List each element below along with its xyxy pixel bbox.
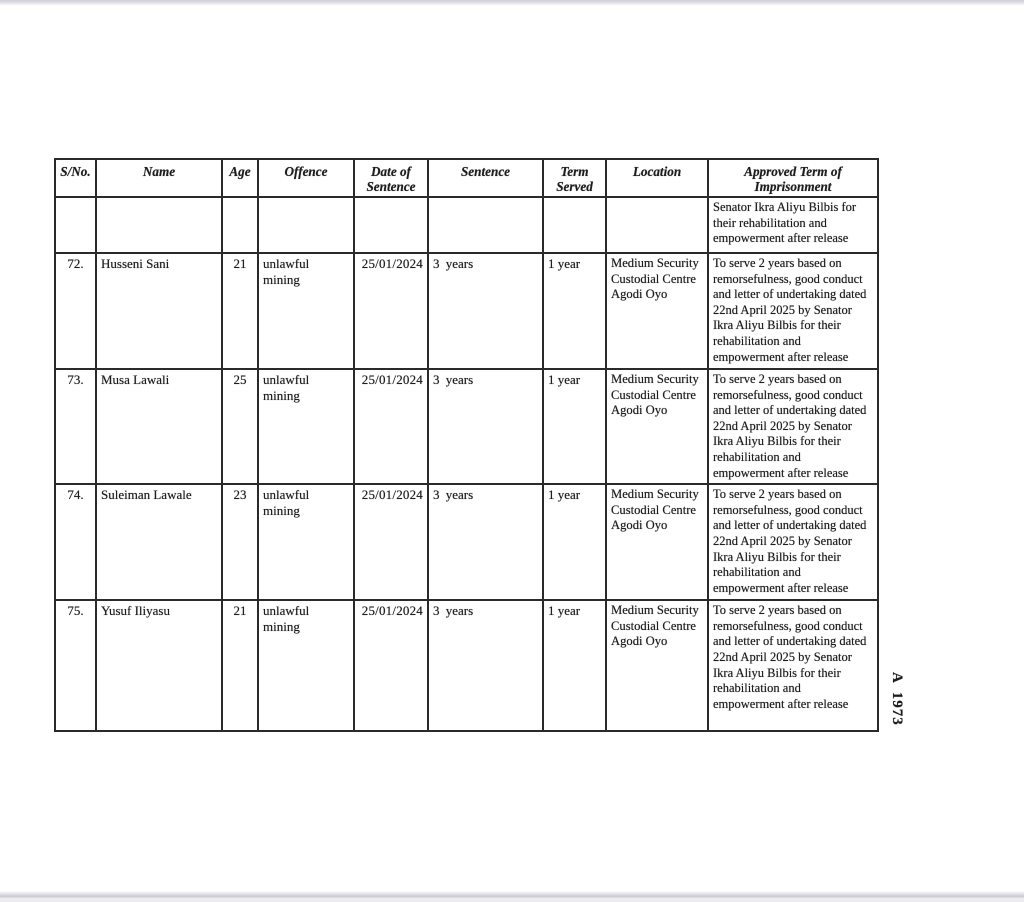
cell-location: Medium Security Custodial Centre Agodi Oyo xyxy=(606,484,708,600)
cell-offence xyxy=(258,197,354,253)
cell-sno: 74. xyxy=(55,484,96,600)
cell-name xyxy=(96,197,222,253)
cell-name: Yusuf Iliyasu xyxy=(96,600,222,731)
cell-sno: 75. xyxy=(55,600,96,731)
cell-location: Medium Security Custodial Centre Agodi Oyo xyxy=(606,600,708,731)
cell-sentence: 3 years xyxy=(428,484,543,600)
cell-name: Husseni Sani xyxy=(96,253,222,369)
scan-edge-bottom xyxy=(0,891,1024,902)
scan-edge-top xyxy=(0,0,1024,6)
cell-sno: 72. xyxy=(55,253,96,369)
header-offence: Offence xyxy=(258,159,354,197)
cell-sno: 73. xyxy=(55,369,96,484)
cell-term-served: 1 year xyxy=(543,600,606,731)
cell-age: 21 xyxy=(222,600,258,731)
cell-offence: unlawful mining xyxy=(258,600,354,731)
cell-location xyxy=(606,197,708,253)
cell-approved-term: To serve 2 years based on remorsefulness, good conduct and letter of undertaking dated 22nd April 2025 by Senator Ikra Aliyu Bilbis for their rehabilitation and empowerment after release xyxy=(708,253,878,369)
cell-age xyxy=(222,197,258,253)
cell-term-served: 1 year xyxy=(543,253,606,369)
header-date-of-sentence: Date of Sentence xyxy=(354,159,428,197)
cell-date-of-sentence: 25/01/2024 xyxy=(354,369,428,484)
table-row-75 xyxy=(55,600,878,731)
page-margin-number: A 1973 xyxy=(889,672,905,726)
cell-approved-term: To serve 2 years based on remorsefulness, good conduct and letter of undertaking dated 22nd April 2025 by Senator Ikra Aliyu Bilbis for their rehabilitation and empowerment after release xyxy=(708,369,878,484)
prisoner-release-table xyxy=(54,158,879,732)
cell-approved-term: Senator Ikra Aliyu Bilbis for their rehabilitation and empowerment after release xyxy=(708,197,878,253)
cell-approved-term: To serve 2 years based on remorsefulness, good conduct and letter of undertaking dated 22nd April 2025 by Senator Ikra Aliyu Bilbis for their rehabilitation and empowerment after release xyxy=(708,484,878,600)
cell-age: 25 xyxy=(222,369,258,484)
cell-location: Medium Security Custodial Centre Agodi Oyo xyxy=(606,369,708,484)
cell-sentence: 3 years xyxy=(428,600,543,731)
header-name: Name xyxy=(96,159,222,197)
table-header-row xyxy=(55,159,878,197)
cell-date-of-sentence: 25/01/2024 xyxy=(354,600,428,731)
cell-date-of-sentence: 25/01/2024 xyxy=(354,484,428,600)
cell-sentence: 3 years xyxy=(428,253,543,369)
cell-name: Suleiman Lawale xyxy=(96,484,222,600)
header-sentence: Sentence xyxy=(428,159,543,197)
header-location: Location xyxy=(606,159,708,197)
table-row-continuation xyxy=(55,197,878,253)
cell-offence: unlawful mining xyxy=(258,369,354,484)
header-age: Age xyxy=(222,159,258,197)
cell-sno xyxy=(55,197,96,253)
header-approved-term: Approved Term of Imprisonment xyxy=(708,159,878,197)
cell-term-served: 1 year xyxy=(543,369,606,484)
cell-date-of-sentence: 25/01/2024 xyxy=(354,253,428,369)
cell-sentence: 3 years xyxy=(428,369,543,484)
table-row-73 xyxy=(55,369,878,484)
table-row-74 xyxy=(55,484,878,600)
cell-approved-term: To serve 2 years based on remorsefulness, good conduct and letter of undertaking dated 22nd April 2025 by Senator Ikra Aliyu Bilbis for their rehabilitation and empowerment after release xyxy=(708,600,878,731)
cell-name: Musa Lawali xyxy=(96,369,222,484)
table-row-72 xyxy=(55,253,878,369)
cell-term-served xyxy=(543,197,606,253)
cell-offence: unlawful mining xyxy=(258,253,354,369)
cell-offence: unlawful mining xyxy=(258,484,354,600)
cell-location: Medium Security Custodial Centre Agodi Oyo xyxy=(606,253,708,369)
cell-age: 21 xyxy=(222,253,258,369)
cell-date-of-sentence xyxy=(354,197,428,253)
cell-sentence xyxy=(428,197,543,253)
header-term-served: Term Served xyxy=(543,159,606,197)
header-sno: S/No. xyxy=(55,159,96,197)
cell-age: 23 xyxy=(222,484,258,600)
cell-term-served: 1 year xyxy=(543,484,606,600)
